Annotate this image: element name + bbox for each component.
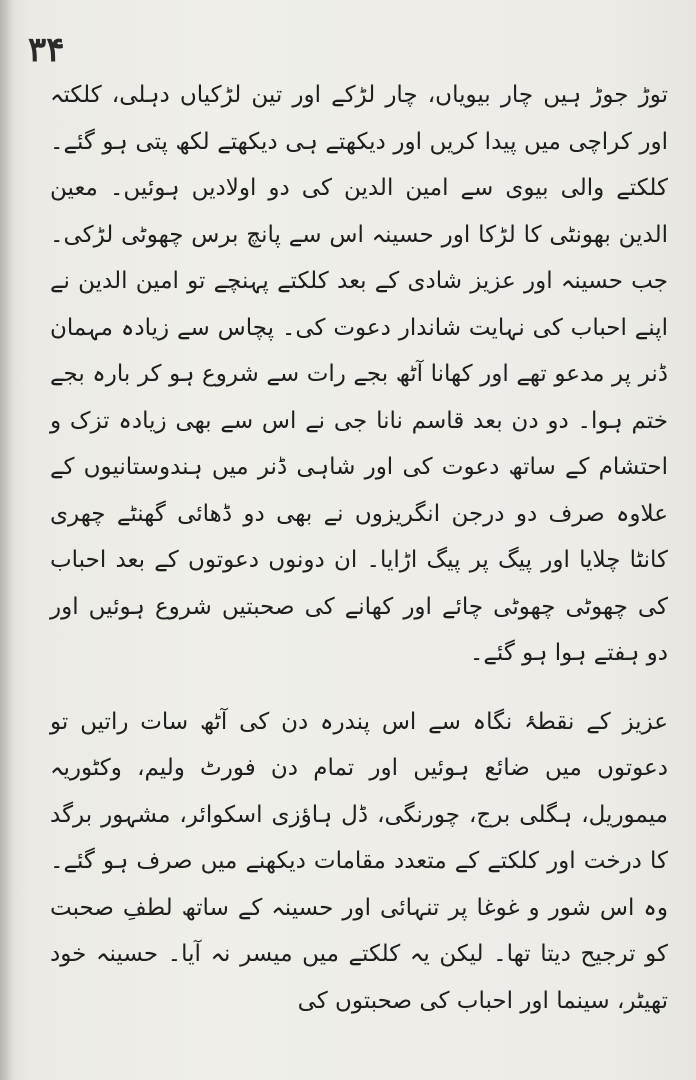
paragraph-2: عزیز کے نقطۂ نگاہ سے اس پندرہ دن کی آٹھ سات راتیں تو دعوتوں میں ضائع ہوئیں اور تمام دن فورٹ ولیم، وکٹوریہ میموریل، ہگلی برج، چورنگی، ڈل ہاؤزی اسکوائر، مشہور برگد کا درخت اور کلکتے کے متعدد مقامات دیکھنے میں صرف ہو گئے۔ وہ اس شور و غوغا پر تنہائی اور حسینہ کے ساتھ لطفِ صحبت کو ترجیح دیتا تھا۔ لیکن یہ کلکتے میں میسر نہ آیا۔ حسینہ خود تھیٹر، سینما اور احباب کی صحبتوں کی	[50, 708, 668, 1014]
page-gutter-shadow	[0, 0, 14, 1080]
page-text	[50, 72, 668, 1024]
paragraph-1: توڑ جوڑ ہیں چار بیویاں، چار لڑکے اور تین لڑکیاں دہلی، کلکتہ اور کراچی میں پیدا کریں اور دیکھتے ہی دیکھتے لکھ پتی ہو گئے۔ کلکتے والی بیوی سے امین الدین کی دو اولادیں ہوئیں۔ معین الدین بھونٹی کا لڑکا اور حسینہ اس سے پانچ برس چھوٹی لڑکی۔ جب حسینہ اور عزیز شادی کے بعد کلکتے پہنچے تو امین الدین نے اپنے احباب کی نہایت شاندار دعوت کی۔ پچاس سے زیادہ مہمان ڈنر پر مدعو تھے اور کھانا آٹھ بجے رات سے شروع ہو کر بارہ بجے ختم ہوا۔ دو دن بعد قاسم نانا جی نے اس سے بھی زیادہ تزک و احتشام کے ساتھ دعوت کی اور شاہی ڈنر میں ہندوستانیوں کے علاوہ صرف دو درجن انگریزوں نے بھی دو ڈھائی گھنٹے چھری کانٹا چلایا اور پیگ پر پیگ اڑایا۔ ان دونوں دعوتوں کے بعد احباب کی چھوٹی چھوٹی چائے اور کھانے کی صحبتیں شروع ہوئیں اور دو ہفتے ہوا ہو گئے۔	[50, 82, 668, 666]
page-number: ۳۴	[28, 30, 65, 70]
